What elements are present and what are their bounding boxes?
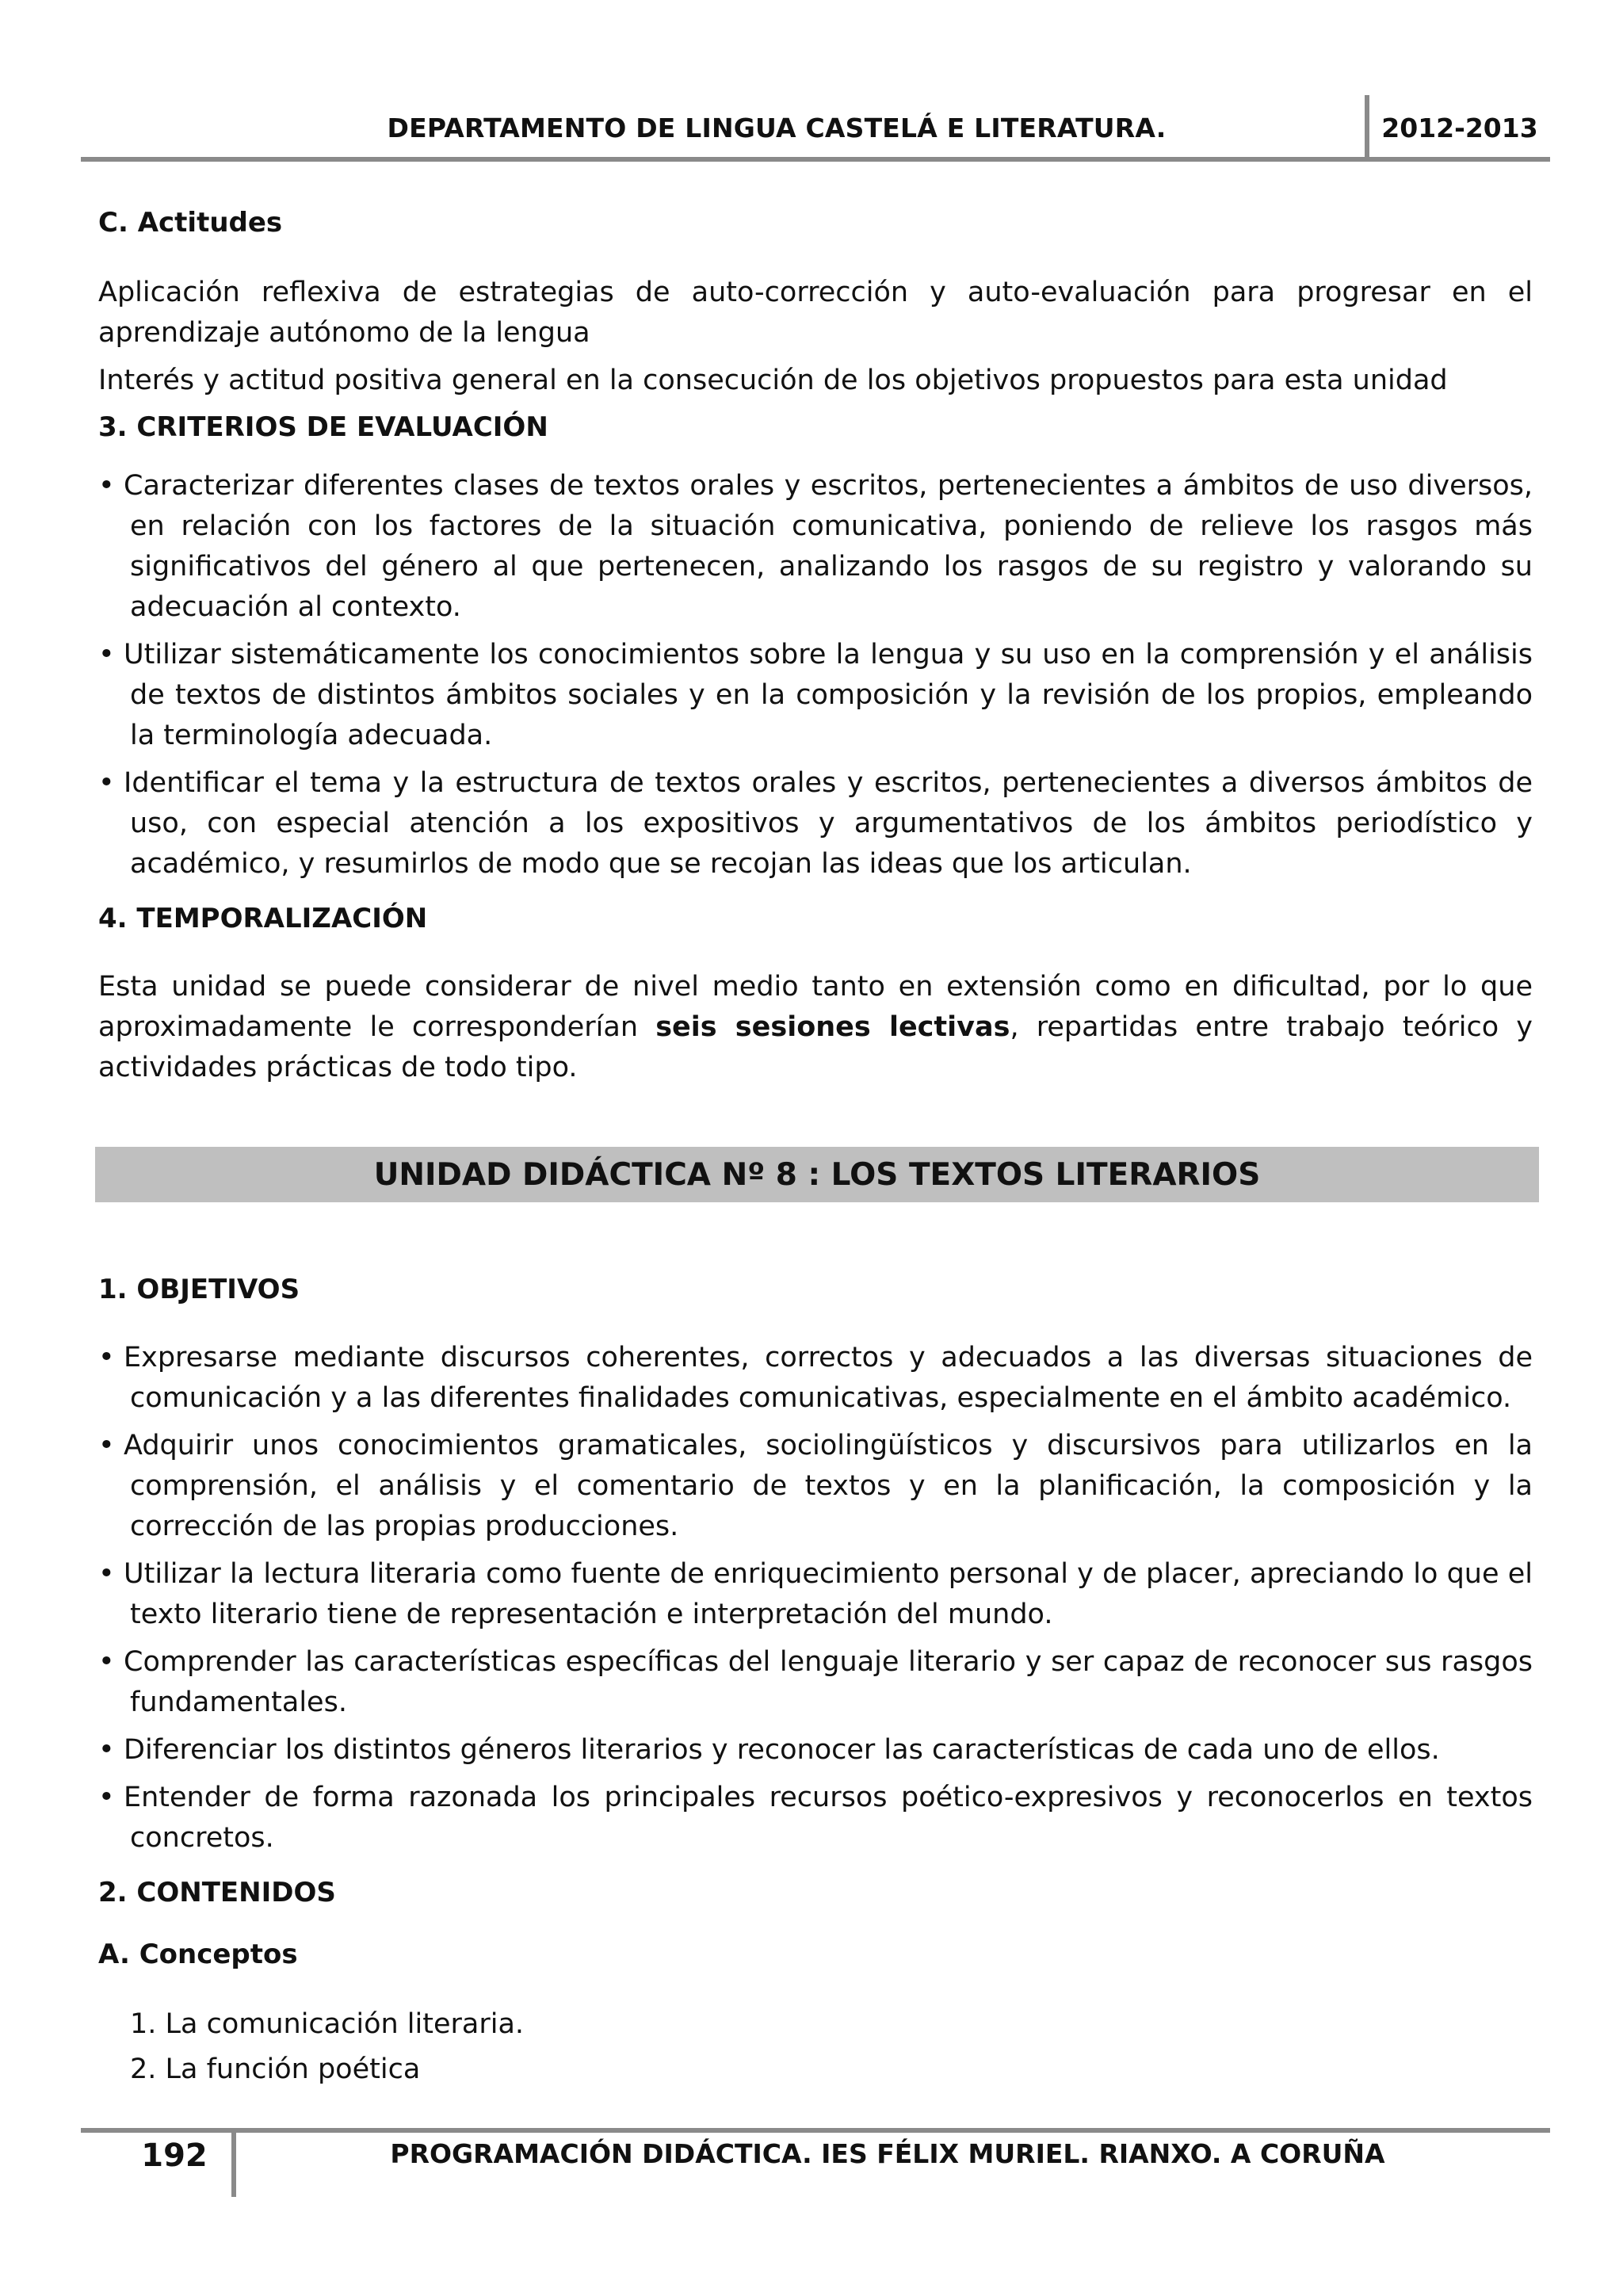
header-department: DEPARTAMENTO DE LINGUA CASTELÁ E LITERATURA.: [387, 113, 1167, 143]
objetivo-item: • Diferenciar los distintos géneros literarios y reconocer las características de cada uno de ellos.: [98, 1730, 1533, 1771]
sessions-emphasis: seis sesiones lectivas: [655, 1011, 1010, 1043]
objetivo-item: • Adquirir unos conocimientos gramaticales, sociolingüísticos y discursivos para utilizarlos en la comprensión, el análisis y el comentario de textos y en la planificación, la composición y la corrección de las propias producciones.: [98, 1426, 1533, 1547]
objetivo-item: • Utilizar la lectura literaria como fuente de enriquecimiento personal y de placer, apreciando lo que el texto literario tiene de representación e interpretación del mundo.: [98, 1554, 1533, 1635]
bullet: •: [98, 1558, 115, 1590]
header-rule: [81, 157, 1550, 162]
header-divider: [1365, 95, 1369, 162]
actitudes-paragraph-2: Interés y actitud positiva general en la consecución de los objetivos propuestos para esta unidad: [98, 365, 1448, 396]
criterios-heading: 3. CRITERIOS DE EVALUACIÓN: [98, 411, 548, 443]
footer-divider: [231, 2132, 236, 2197]
contenidos-heading: 2. CONTENIDOS: [98, 1877, 336, 1908]
objetivo-item: • Entender de forma razonada los principales recursos poético-expresivos y reconocerlos en textos concretos.: [98, 1778, 1533, 1859]
bullet: •: [98, 1342, 115, 1373]
conceptos-heading: A. Conceptos: [98, 1939, 298, 1970]
page-number: 192: [141, 2137, 208, 2174]
footer-title: PROGRAMACIÓN DIDÁCTICA. IES FÉLIX MURIEL. RIANXO. A CORUÑA: [390, 2138, 1385, 2169]
page-content: [98, 203, 1533, 2090]
criterio-item: • Utilizar sistemáticamente los conocimientos sobre la lengua y su uso en la comprensión y el análisis de textos de distintos ámbitos sociales y en la composición y la revisión de los propios, empleando la terminología adecuada.: [98, 635, 1533, 756]
bullet: •: [98, 1782, 115, 1813]
bullet: •: [98, 639, 115, 670]
objetivo-item: • Expresarse mediante discursos coherentes, correctos y adecuados a las diversas situaciones de comunicación y a las diferentes finalidades comunicativas, especialmente en el ámbito académico.: [98, 1338, 1533, 1419]
temporalizacion-paragraph: Esta unidad se puede considerar de nivel medio tanto en extensión como en dificultad, por lo que aproximadamente le corresponderían seis sesiones lectivas, repartidas entre trabajo teórico y actividades prácticas de todo tipo.: [98, 971, 1533, 1083]
footer-rule: [81, 2128, 1550, 2133]
objetivo-item: • Comprender las características específicas del lenguaje literario y ser capaz de reconocer sus rasgos fundamentales.: [98, 1642, 1533, 1723]
concepto-item: 2. La función poética: [130, 2053, 421, 2085]
bullet: •: [98, 1734, 115, 1766]
bullet: •: [98, 470, 115, 502]
temporalizacion-heading: 4. TEMPORALIZACIÓN: [98, 903, 428, 934]
concepto-item: 1. La comunicación literaria.: [130, 2008, 525, 2040]
header-year: 2012-2013: [1381, 113, 1538, 143]
bullet: •: [98, 1646, 115, 1678]
actitudes-paragraph-1: Aplicación reflexiva de estrategias de auto-corrección y auto-evaluación para progresar en el aprendizaje autónomo de la lengua: [98, 277, 1533, 349]
actitudes-heading: C. Actitudes: [98, 207, 283, 239]
unit-title-band: [95, 1147, 1539, 1202]
unit-title: UNIDAD DIDÁCTICA Nº 8 : LOS TEXTOS LITERARIOS: [373, 1156, 1261, 1193]
criterio-item: • Identificar el tema y la estructura de textos orales y escritos, pertenecientes a diversos ámbitos de uso, con especial atención a los expositivos y argumentativos de los ámbitos periodístico y académico, y resumirlos de modo que se recojan las ideas que los articulan.: [98, 763, 1533, 884]
objetivos-heading: 1. OBJETIVOS: [98, 1274, 300, 1305]
bullet: •: [98, 1430, 115, 1461]
bullet: •: [98, 767, 115, 799]
criterio-item: • Caracterizar diferentes clases de textos orales y escritos, pertenecientes a ámbitos de uso diversos, en relación con los factores de la situación comunicativa, poniendo de relieve los rasgos más significativos del género al que pertenecen, analizando los rasgos de su registro y valorando su adecuación al contexto.: [98, 466, 1533, 628]
